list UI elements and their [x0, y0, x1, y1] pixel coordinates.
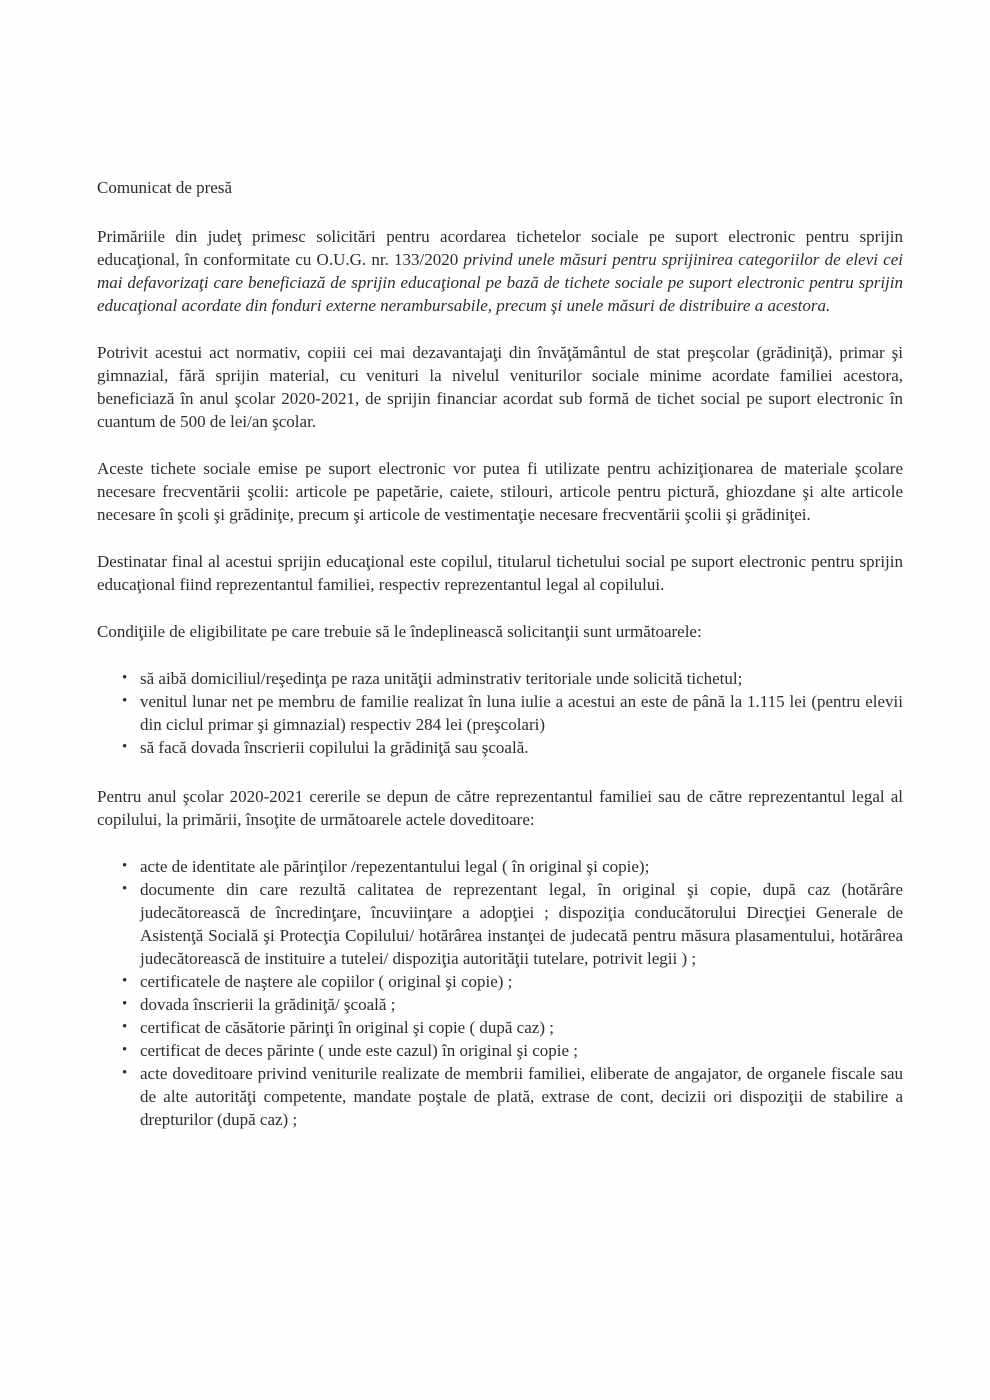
list-item: • certificat de căsătorie părinţi în original şi copie ( după caz) ; — [97, 1016, 903, 1039]
required-documents-list — [97, 855, 903, 1131]
paragraph-eligibility-intro: Condiţiile de eligibilitate pe care trebuie să le îndeplinească solicitanţii sunt următoarele: — [97, 622, 702, 641]
list-item: • să facă dovada înscrierii copilului la grădiniţă sau şcoală. — [97, 736, 903, 759]
paragraph-recipient: Destinatar final al acestui sprijin educaţional este copilul, titularul tichetului social pe suport electronic pentru sprijin educaţional fiind reprezentantul familiei, respectiv reprezentantul legal al copilului. — [97, 552, 903, 594]
list-item: • documente din care rezultă calitatea de reprezentant legal, în original şi copie, după caz (hotărâre judecătorească de încredinţare, încuviinţare a adopţiei ; dispoziţia conducătorului Direcţiei Generale de Asistenţă Socială şi Protecţia Copilului/ hotărârea instanţei de judecată pentru măsura plasamentului, hotărârea judecătorească de instituire a tutelei/ dispoziţia autorităţii tutelare, potrivit legii ) ; — [97, 878, 903, 970]
eligibility-list — [97, 667, 903, 759]
list-item: • certificatele de naştere ale copiilor ( original şi copie) ; — [97, 970, 903, 993]
paragraph-applications-intro: Pentru anul şcolar 2020-2021 cererile se depun de către reprezentantul familiei sau de către reprezentantul legal al copilului, la primării, însoţite de următoarele actele doveditoare: — [97, 787, 903, 829]
paragraph-intro — [97, 225, 903, 317]
list-item: • să aibă domiciliul/reşedinţa pe raza unităţii adminstrativ teritoriale unde solicită tichetul; — [97, 667, 903, 690]
intro-normal-text: Primăriile din judeţ primesc solicitări pentru acordarea tichetelor sociale pe suport electronic pentru sprijin educaţional, în conformitate cu O.U.G. nr. 133/2020 — [97, 227, 903, 269]
document-title: Comunicat de presă — [97, 178, 233, 197]
list-item: • certificat de deces părinte ( unde este cazul) în original şi copie ; — [97, 1039, 903, 1062]
list-item: • venitul lunar net pe membru de familie realizat în luna iulie a acestui an este de până la 1.115 lei (pentru elevii din ciclul primar şi gimnazial) respectiv 284 lei (preşcolari) — [97, 690, 903, 736]
document-body — [97, 176, 903, 1157]
list-item: • dovada înscrierii la grădiniţă/ şcoală ; — [97, 993, 903, 1016]
paragraph-usage: Aceste tichete sociale emise pe suport electronic vor putea fi utilizate pentru achiziţionarea de materiale şcolare necesare frecventării şcolii: articole pe papetărie, caiete, stilouri, articole pentru pictură, ghiozdane şi alte articole necesare în şcoli şi grădiniţe, precum şi articole de vestimentaţie necesare frecventării şcolii şi grădiniţei. — [97, 459, 903, 524]
list-item: • acte de identitate ale părinţilor /repezentantului legal ( în original şi copie); — [97, 855, 903, 878]
intro-ordinance-title-italic: privind unele măsuri pentru sprijinirea categoriilor de elevi cei mai defavorizaţi care beneficiază de sprijin educaţional pe bază de tichete sociale pe suport electronic pentru sprijin educaţional acordate din fonduri externe nerambursabile, precum şi unele măsuri de distribuire a acestora. — [97, 250, 903, 315]
paragraph-beneficiaries: Potrivit acestui act normativ, copiii cei mai dezavantajaţi din învăţământul de stat preşcolar (grădiniţă), primar şi gimnazial, fără sprijin material, cu venituri la nivelul veniturilor sociale minime acordate familiei acestora, beneficiază în anul şcolar 2020-2021, de sprijin financiar acordat sub formă de tichet social pe suport electronic în cuantum de 500 de lei/an şcolar. — [97, 343, 903, 431]
list-item: • acte doveditoare privind veniturile realizate de membrii familiei, eliberate de angajator, de organele fiscale sau de alte autorităţi competente, mandate poştale de plată, extrase de cont, decizii ori dispoziţii de stabilire a drepturilor (după caz) ; — [97, 1062, 903, 1131]
